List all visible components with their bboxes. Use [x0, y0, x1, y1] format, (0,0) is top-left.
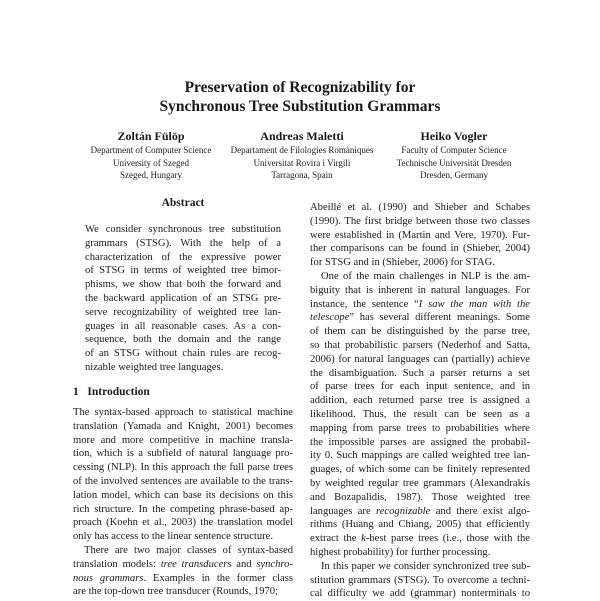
text-line — [310, 229, 530, 243]
text-segment: We consider synchronous tree substitution — [85, 224, 281, 235]
text-segment: There are two major classes of syntax-based — [84, 544, 293, 556]
text-segment: tion, which is a subfield of natural language pro- — [73, 448, 293, 460]
text-line — [73, 434, 293, 448]
text-line — [73, 447, 293, 461]
text-line — [310, 270, 530, 284]
text-segment: are the top-down tree transducer (Rounds, 1970; — [73, 586, 279, 598]
text-line — [310, 284, 530, 298]
text-line — [73, 475, 293, 489]
text-segment: and Bozapalidis, 1987). Those weighted tree — [310, 491, 530, 503]
text-segment: 2006) for natural languages can (partially) achieve — [310, 353, 530, 365]
text-line — [310, 532, 530, 546]
text-line — [310, 422, 530, 436]
text-line — [85, 251, 281, 265]
text-segment: likelihood. Thus, the result can be seen as a — [310, 408, 530, 420]
text-line — [310, 339, 530, 353]
text-segment: so that probabilistic parsers (Nederhof and Satta, — [310, 339, 530, 351]
affiliation-line: Tarragona, Spain — [271, 170, 333, 180]
affiliation-line: Dresden, Germany — [420, 170, 488, 180]
text-line — [310, 201, 530, 215]
affiliation-line: Technische Universität Dresden — [396, 157, 512, 168]
text-line — [310, 380, 530, 394]
text-line — [85, 278, 281, 292]
text-segment: for STSG and in (Shieber, 2006) for STAG. — [310, 257, 495, 269]
text-segment: mapping from parse trees to probabilities where — [310, 422, 530, 434]
text-segment: rich structure. In the competing phrase-based ap- — [73, 503, 293, 515]
text-line — [310, 367, 530, 381]
text-line — [73, 406, 293, 420]
text-line — [310, 353, 530, 367]
text-segment: sequence, both the domain and the range — [85, 334, 281, 346]
text-segment: In this paper we consider synchronized tree sub- — [321, 560, 530, 572]
text-segment: nizable weighted tree languages. — [85, 361, 224, 373]
text-segment: the impossible parses are assigned the probabil- — [310, 436, 530, 448]
right-column-body — [310, 201, 530, 601]
text-line — [73, 503, 293, 517]
text-segment: characterization of the expressive power — [85, 251, 281, 263]
introduction-body — [73, 406, 293, 599]
text-line — [85, 333, 281, 347]
text-segment: One of the main challenges in NLP is the am- — [321, 270, 530, 282]
text-line — [85, 237, 281, 251]
text-line — [73, 558, 293, 572]
text-line — [73, 572, 293, 586]
abstract-body — [85, 223, 281, 375]
author-name: Andreas Maletti — [260, 129, 344, 143]
author-block — [354, 128, 554, 182]
text-segment: grammars (STSG). With the help of a — [85, 237, 281, 249]
paper-title — [0, 78, 600, 116]
text-line — [73, 530, 293, 544]
text-segment: -best parse trees (i.e., those with the — [365, 533, 530, 545]
text-line — [310, 477, 530, 491]
text-segment: guages, of which some can be finitely represented — [310, 464, 530, 476]
text-segment: biguity that is inherent in natural languages. For — [310, 284, 530, 296]
text-segment: instance, the sentence “ — [310, 298, 419, 310]
text-segment: highest probability) for further processing. — [310, 546, 491, 558]
text-segment: ity 0. Such mappings are called weighted tree lan- — [310, 450, 530, 462]
text-line — [85, 223, 281, 237]
text-segment: were established in (Martin and Vere, 1970). Fur- — [310, 229, 530, 241]
text-segment: of them can be distinguished by the parse tree, — [310, 326, 530, 338]
text-segment: and — [231, 558, 257, 570]
text-segment: and there exist algo- — [430, 505, 530, 517]
text-line — [85, 306, 281, 320]
text-line — [310, 449, 530, 463]
text-line — [310, 574, 530, 588]
text-line — [73, 516, 293, 530]
text-segment: serve recognizability of weighted tree lan- — [85, 306, 281, 318]
affiliation-line: University of Szeged — [113, 157, 189, 168]
text-line — [85, 292, 281, 306]
text-line — [310, 408, 530, 422]
text-line — [310, 256, 530, 270]
text-line — [310, 394, 530, 408]
title-line-2: Synchronous Tree Substitution Grammars — [159, 98, 441, 115]
text-segment: of the involved sentences are available to the trans- — [73, 475, 293, 487]
text-segment: by weighted regular tree grammars (Alexandrakis — [310, 477, 530, 489]
text-segment: extract the — [310, 533, 362, 545]
affiliation-line: Department of Computer Science — [90, 145, 212, 155]
text-line — [73, 585, 293, 599]
text-segment: addition, each returned parse tree is assigned a — [310, 395, 530, 407]
text-segment: stitution grammars (STSG). To overcome a techni- — [310, 574, 530, 586]
text-line — [310, 491, 530, 505]
text-segment: only has access to the linear sentence structure. — [73, 531, 274, 543]
text-segment: rithms (Huang and Chiang, 2005) that efficiently — [310, 519, 530, 531]
affiliation-line: Szeged, Hungary — [120, 170, 182, 180]
affiliation-line: Departament de Filologies Romàniques — [230, 145, 374, 155]
text-segment: languages are — [310, 505, 376, 517]
text-line — [85, 347, 281, 361]
affiliation-line: Universitat Rovira i Virgili — [253, 157, 351, 168]
text-line — [73, 420, 293, 434]
text-line — [310, 560, 530, 574]
text-line — [310, 298, 530, 312]
text-segment: of parse trees for each input sentence, and in — [310, 381, 530, 393]
text-line — [73, 461, 293, 475]
text-segment: translation models: — [73, 558, 161, 570]
author-name: Heiko Vogler — [420, 129, 488, 143]
text-segment: (1990). The first bridge between those two classes — [310, 215, 530, 227]
text-segment: Abeillé et al. (1990) and Shieber and Schabes — [310, 202, 530, 213]
text-line — [85, 320, 281, 334]
title-line-1: Preservation of Recognizability for — [184, 79, 416, 96]
text-line — [310, 215, 530, 229]
italic-text: synchro- — [256, 558, 293, 570]
introduction-heading: 1 Introduction — [73, 386, 150, 398]
italic-text: telescope — [310, 312, 350, 324]
text-segment: cal difficulty we add (grammar) nonterminals to — [310, 588, 530, 600]
text-line — [310, 546, 530, 560]
italic-text: tree transducers — [160, 558, 232, 570]
text-segment: proach (Koehn et al., 2003) the translation model — [73, 517, 293, 529]
italic-text: k — [361, 533, 366, 545]
text-line — [85, 264, 281, 278]
text-line — [310, 518, 530, 532]
author-name: Zoltán Fülöp — [117, 129, 185, 143]
text-segment: the disambiguation. Such a parser returns a set — [310, 367, 530, 379]
text-segment: the backward application of an STSG pre- — [85, 292, 281, 304]
text-line — [85, 361, 281, 375]
text-segment: ther comparisons can be found in (Shieber, 2004) — [310, 243, 530, 255]
text-line — [310, 587, 530, 601]
text-segment: of STSG in terms of weighted tree bimor- — [85, 265, 281, 277]
text-segment: cessing (NLP). In this approach the full parse trees — [73, 462, 293, 474]
text-segment: of an STSG without chain rules are recog- — [85, 348, 281, 360]
text-segment: more and more competitive in machine transla- — [73, 434, 293, 446]
text-line — [310, 505, 530, 519]
italic-text: nous grammars — [73, 572, 144, 584]
text-segment: guages in all reasonable cases. As a con- — [85, 320, 281, 332]
text-line — [310, 311, 530, 325]
text-segment: The syntax-based approach to statistical machine — [73, 407, 293, 418]
text-segment: phisms, we show that both the forward and — [85, 279, 281, 291]
text-line — [73, 544, 293, 558]
italic-text: I saw the man with the — [418, 298, 531, 310]
text-segment: translation (Yamada and Knight, 2001) becomes — [73, 420, 293, 432]
text-line — [310, 463, 530, 477]
text-segment: . Examples in the former class — [143, 572, 293, 584]
text-line — [310, 242, 530, 256]
text-line — [310, 325, 530, 339]
italic-text: recognizable — [376, 505, 431, 517]
text-line — [310, 436, 530, 450]
text-segment: ” has several different meanings. Some — [349, 312, 530, 324]
abstract-heading: Abstract — [161, 197, 205, 209]
affiliation-line: Faculty of Computer Science — [401, 145, 507, 155]
text-line — [73, 489, 293, 503]
text-segment: lation model, which can base its decisions on this — [73, 489, 293, 501]
